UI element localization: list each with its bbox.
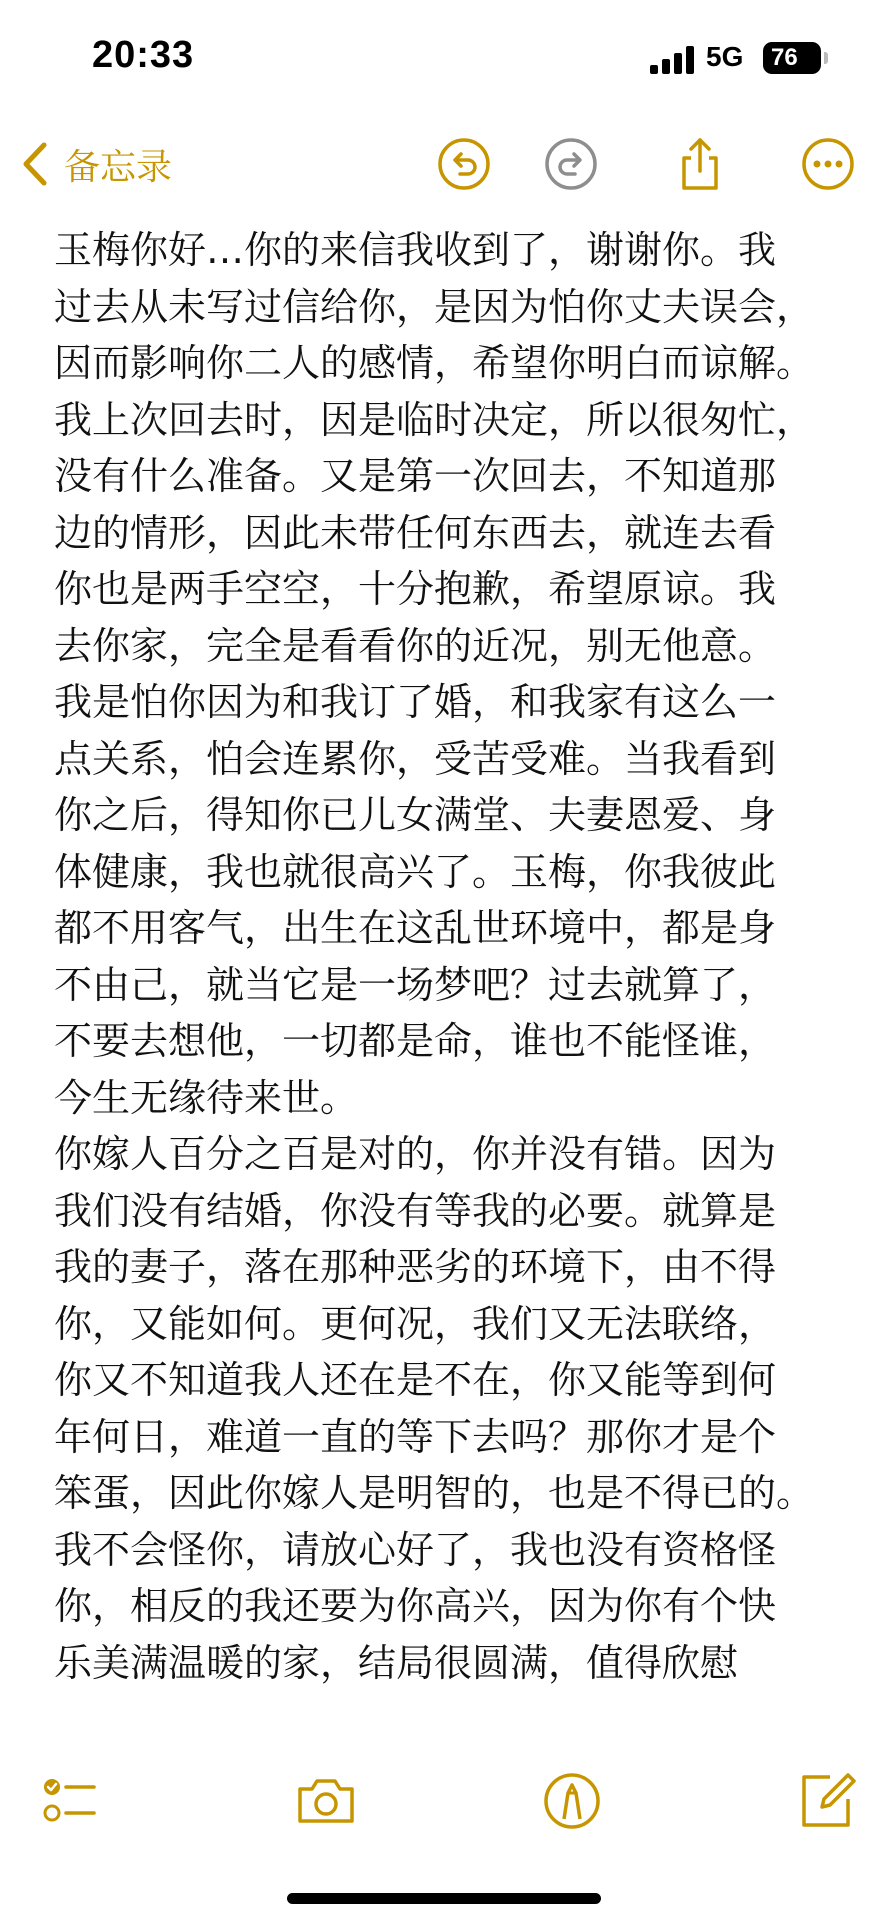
undo-button[interactable]	[436, 136, 492, 192]
back-label: 备忘录	[64, 146, 173, 188]
note-line: 没有什么准备。又是第一次回去，不知道那	[54, 454, 777, 498]
note-line: 我上次回去时，因是临时决定，所以很匆忙，	[54, 397, 815, 442]
note-line: 我是怕你因为和我订了婚，和我家有这么一	[54, 680, 777, 724]
note-line: 过去从未写过信给你，是因为怕你丈夫误会，	[54, 284, 815, 329]
note-line: 因而影响你二人的感情，希望你明白而谅解。	[54, 341, 815, 385]
note-line: 你嫁人百分之百是对的，你并没有错。因为	[54, 1132, 777, 1176]
undo-icon	[436, 136, 492, 192]
camera-button[interactable]	[294, 1769, 358, 1833]
status-bar	[0, 0, 887, 120]
battery-icon	[763, 42, 821, 74]
note-body[interactable]	[54, 222, 874, 1762]
note-line: 体健康，我也就很高兴了。玉梅，你我彼此	[54, 849, 777, 894]
note-line: 你，相反的我还要为你高兴，因为你有个快	[54, 1584, 777, 1628]
note-line: 笨蛋，因此你嫁人是明智的，也是不得已的。	[54, 1471, 815, 1515]
back-button[interactable]	[18, 134, 172, 194]
note-line: 你又不知道我人还在是不在，你又能等到何	[54, 1358, 777, 1402]
note-line: 去你家，完全是看看你的近况，别无他意。	[54, 623, 777, 668]
share-icon	[672, 136, 728, 192]
checklist-button[interactable]	[38, 1769, 102, 1833]
battery-cap	[824, 52, 828, 64]
note-line: 边的情形，因此未带任何东西去，就连去看	[54, 510, 777, 555]
network-type: 5G	[706, 41, 744, 72]
more-icon	[800, 136, 856, 192]
more-button[interactable]	[800, 136, 856, 192]
chevron-left-icon	[18, 139, 52, 189]
note-line: 你之后，得知你已儿女满堂、夫妻恩爱、身	[54, 793, 777, 837]
note-line: 不要去想他，一切都是命，谁也不能怪谁，	[54, 1019, 777, 1063]
note-line: 你也是两手空空，十分抱歉，希望原谅。我	[54, 567, 777, 611]
note-line: 今生无缘待来世。	[54, 1075, 359, 1120]
home-indicator[interactable]	[287, 1893, 601, 1904]
markup-button[interactable]	[540, 1769, 604, 1833]
note-line: 不由己，就当它是一场梦吧？过去就算了，	[54, 962, 777, 1007]
markup-pen-icon	[540, 1769, 604, 1833]
compose-icon	[796, 1769, 860, 1833]
checklist-icon	[38, 1769, 102, 1833]
clock: 20:33	[92, 34, 195, 76]
note-line: 你，又能如何。更何况，我们又无法联络，	[54, 1301, 777, 1346]
battery-level: 76	[771, 44, 798, 71]
nav-bar	[0, 120, 887, 210]
redo-icon	[543, 136, 599, 192]
cellular-signal-icon	[650, 46, 694, 74]
note-line: 我们没有结婚，你没有等我的必要。就算是	[54, 1188, 777, 1233]
note-line: 玉梅你好…你的来信我收到了，谢谢你。我	[54, 228, 777, 272]
redo-button[interactable]	[543, 136, 599, 192]
note-line: 我的妻子，落在那种恶劣的环境下，由不得	[54, 1245, 777, 1289]
compose-button[interactable]	[796, 1769, 860, 1833]
note-line: 我不会怪你，请放心好了，我也没有资格怪	[54, 1527, 777, 1572]
camera-icon	[294, 1769, 358, 1833]
note-line: 年何日，难道一直的等下去吗？那你才是个	[54, 1414, 777, 1459]
bottom-toolbar	[0, 1745, 887, 1920]
note-line: 都不用客气，出生在这乱世环境中，都是身	[54, 906, 777, 950]
note-line: 点关系，怕会连累你，受苦受难。当我看到	[54, 736, 777, 781]
note-line: 乐美满温暖的家，结局很圆满，值得欣慰	[54, 1640, 739, 1685]
share-button[interactable]	[672, 136, 728, 192]
